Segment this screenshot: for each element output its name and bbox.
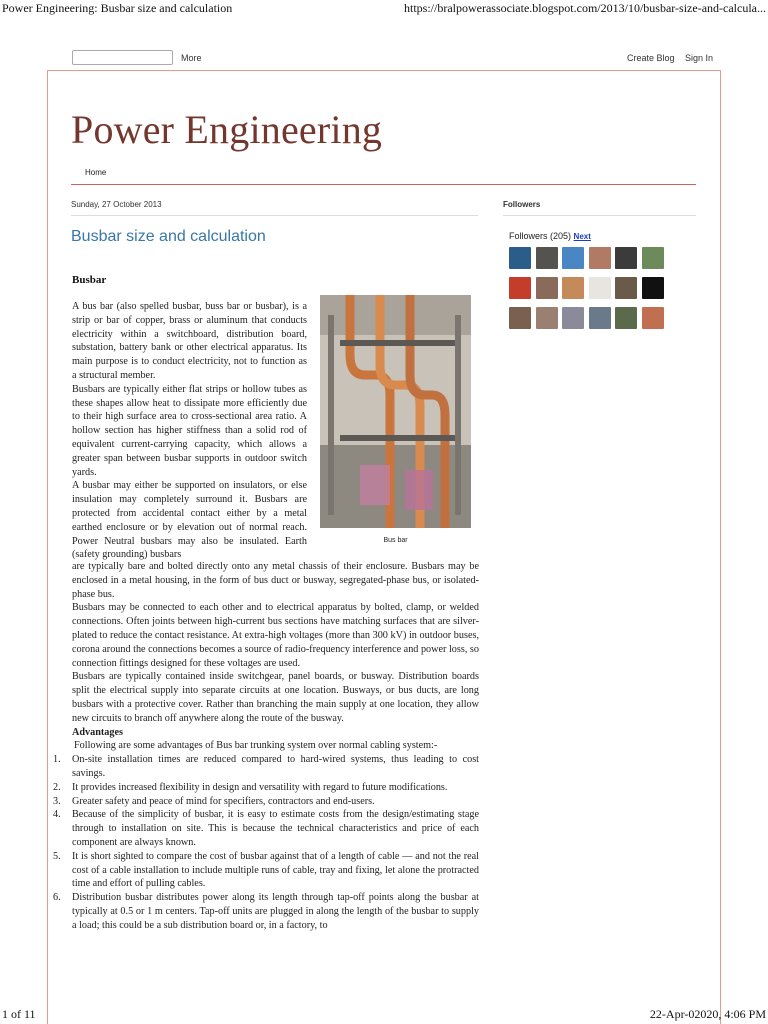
print-datetime: 22-Apr-02020, 4:06 PM [649, 1007, 766, 1021]
follower-avatar[interactable] [589, 277, 611, 299]
followers-label: Followers (205) [509, 231, 572, 241]
tab-home[interactable]: Home [85, 168, 107, 177]
sidebar-followers-title: Followers [503, 200, 541, 209]
blog-search-input[interactable] [72, 50, 173, 65]
busbar-photo-image [320, 295, 471, 528]
post-heading: Busbar [72, 274, 107, 286]
follower-avatar[interactable] [615, 247, 637, 269]
follower-avatar[interactable] [642, 277, 664, 299]
post-title[interactable]: Busbar size and calculation [71, 228, 266, 245]
follower-avatar[interactable] [536, 277, 558, 299]
follower-avatar[interactable] [615, 307, 637, 329]
follower-avatar[interactable] [562, 277, 584, 299]
followers-count [509, 231, 591, 241]
print-page-url: https://bralpowerassociate.blogspot.com/2013/10/busbar-size-and-calcula... [404, 1, 766, 15]
post-date: Sunday, 27 October 2013 [71, 200, 162, 209]
body-paragraph: Busbars are typically contained inside switchgear, panel boards, or busway. Distribution boards split the electrical supply into separate circuits at one location. Busways, or bus ducts, are long busbars with a protective cover. Rather than branching the main supply at one location, they allow new circuits to branch off anywhere along the route of the busway. [72, 671, 479, 724]
intro-paragraph: A busbar may either be supported on insulators, or else insulation may completely surround it. Busbars are protected from accidental contact either by a metal earthed enclosure or by elevation out of normal reach. Power Neutral busbars may also be insulated. Earth (safety grounding) busbars [72, 480, 307, 561]
follower-avatar[interactable] [642, 247, 664, 269]
follower-avatar[interactable] [589, 307, 611, 329]
body-paragraph: are typically bare and bolted directly onto any metal chassis of their enclosure. Busbars may be enclosed in a metal housing, in the form of bus duct or busway, segregated-phase bus, or isolated-phase bus. [72, 561, 479, 600]
follower-avatar[interactable] [536, 247, 558, 269]
follower-avatar[interactable] [615, 277, 637, 299]
header-divider [71, 184, 696, 185]
photo-caption: Bus bar [383, 537, 408, 544]
follower-avatar[interactable] [562, 247, 584, 269]
print-page-number: 1 of 11 [2, 1007, 36, 1021]
list-item: 1. On-site installation times are reduced compared to hard-wired systems, thus leading to cost savings. [53, 754, 479, 779]
main-text [53, 560, 479, 933]
busbar-photo[interactable] [320, 295, 471, 528]
sign-in-link[interactable]: Sign In [685, 53, 714, 63]
list-item: 4. Because of the simplicity of busbar, it is easy to estimate costs from the design/estimating stage through to installation on site. This is because the technical characteristics and price of each component are always known. [53, 809, 479, 848]
more-link[interactable]: More [181, 53, 202, 63]
create-blog-link[interactable]: Create Blog [627, 53, 675, 63]
date-divider [71, 215, 478, 216]
advantages-list [53, 753, 479, 932]
blogger-navbar [0, 48, 768, 70]
list-item: 5. It is short sighted to compare the cost of busbar against that of a length of cable — and not the real cost of a cable installation to include multiple runs of cable, tray and fixing, let alone the protracted time and effort of pulling cables. [53, 850, 479, 890]
follower-avatar[interactable] [536, 307, 558, 329]
follower-avatar[interactable] [509, 307, 531, 329]
follower-avatar[interactable] [642, 307, 664, 329]
list-item: 3. Greater safety and peace of mind for specifiers, contractors and end-users. [53, 795, 375, 807]
followers-next-link[interactable]: Next [573, 232, 591, 241]
follower-avatar[interactable] [562, 307, 584, 329]
intro-text [72, 300, 307, 562]
intro-paragraph: A bus bar (also spelled busbar, buss bar or busbar), is a strip or bar of copper, brass or aluminum that conducts electricity within a switchboard, distribution board, substation, battery bank or other electrical apparatus. Its main purpose is to conduct electricity, not to function as a structural member. [72, 301, 307, 381]
print-footer [0, 1004, 768, 1024]
advantages-heading: Advantages [72, 726, 123, 738]
body-paragraph: Busbars may be connected to each other and to electrical apparatus by bolted, clamp, or welded connections. Often joints between high-current bus sections have matching surfaces that are silver-plated to reduce the contact resistance. At extra-high voltages (more than 300 kV) in outdoor buses, corona around the connections becomes a source of radio-frequency interference and power loss, so connection fittings designed for these voltages are used. [72, 602, 479, 669]
print-header [0, 0, 768, 18]
list-item: 6. Distribution busbar distributes power along its length through tap-off points along the busbar at typically at 0.5 or 1 m centers. Tap-off units are plugged in along the length of the busbar to supply a load; this could be a sub distribution board or, in a factory, to [53, 892, 479, 931]
blog-title[interactable]: Power Engineering [71, 107, 383, 152]
sidebar-divider [503, 215, 696, 216]
follower-avatar[interactable] [509, 277, 531, 299]
print-page-title: Power Engineering: Busbar size and calculation [2, 1, 233, 15]
follower-avatar[interactable] [589, 247, 611, 269]
intro-paragraph: Busbars are typically either flat strips or hollow tubes as these shapes allow heat to dissipate more efficiently due to their high surface area to cross-sectional area ratio. A hollow section has higher stiffness than a solid rod of equivalent current-carrying capacity, which allows a greater span between busbar supports in outdoor switch yards. [72, 383, 307, 478]
list-item: 2. It provides increased flexibility in design and versatility with regard to future modifications. [53, 781, 448, 793]
follower-avatar[interactable] [509, 247, 531, 269]
advantages-intro: Following are some advantages of Bus bar trunking system over normal cabling system:- [74, 740, 438, 752]
